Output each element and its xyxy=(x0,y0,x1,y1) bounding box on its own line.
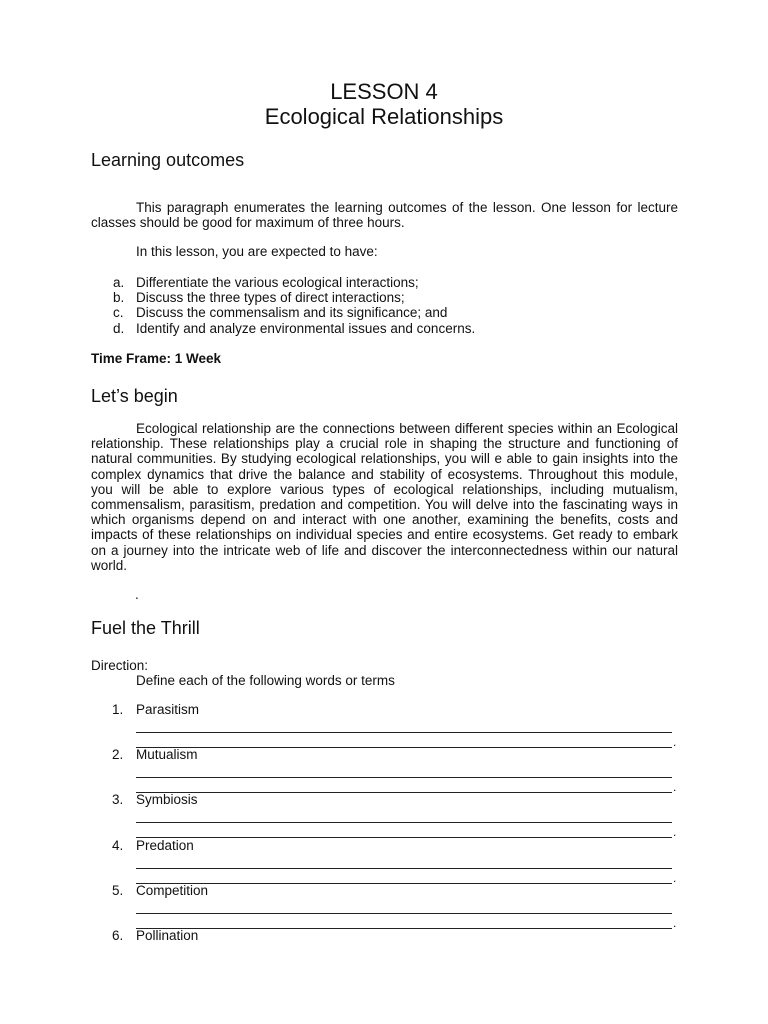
answer-line[interactable] xyxy=(136,732,672,733)
list-item xyxy=(91,321,475,336)
line-end-period: . xyxy=(673,735,677,749)
answer-line[interactable] xyxy=(136,883,672,884)
direction-text: Define each of the following words or terms xyxy=(136,673,395,688)
learning-outcomes-intro: This paragraph enumerates the learning outcomes of the lesson. One lesson for lecture classes should be good for maximum of three hours. xyxy=(91,200,678,231)
list-item xyxy=(91,305,475,320)
line-end-period: . xyxy=(673,870,677,885)
item-number: 3. xyxy=(112,792,124,808)
list-item-text: Identify and analyze environmental issues and concerns. xyxy=(136,320,476,336)
answer-line[interactable] xyxy=(136,747,672,748)
fuel-the-thrill-heading: Fuel the Thrill xyxy=(91,618,200,638)
item-number: 6. xyxy=(112,927,124,943)
term-label: Mutualism xyxy=(136,747,198,763)
term-label: Parasitism xyxy=(136,702,200,717)
term-label: Predation xyxy=(136,837,194,853)
item-number: 1. xyxy=(112,702,124,717)
trailing-dot: . xyxy=(135,587,139,602)
list-marker: b. xyxy=(113,290,125,306)
line-end-period: . xyxy=(673,780,677,795)
list-item-text: Discuss the commensalism and its significance; and xyxy=(136,305,448,321)
answer-line[interactable] xyxy=(136,777,672,778)
list-item xyxy=(91,275,475,290)
answer-line[interactable] xyxy=(136,928,672,929)
line-end-period: . xyxy=(673,825,677,840)
list-item-text: Differentiate the various ecological interactions; xyxy=(136,275,419,290)
lesson-number: LESSON 4 xyxy=(330,79,438,104)
lets-begin-paragraph: Ecological relationship are the connections between different species within an Ecological relationship. These relationships play a crucial role in shaping the structure and functioning of natural communities. By studying ecological relationships, you will e able to gain insights into the complex dynamics that drive the balance and stability of ecosystems. Throughout this module, you will be able to explore various types of ecological relationships, including mutualism, commensalism, parasitism, predation and competition. You will delve into the fascinating ways in which organisms depend on and interact with one another, examining the benefits, costs and impacts of these relationships on individual species and entire ecosystems. Get ready to embark on a journey into the intricate web of life and discover the interconnectedness within our natural world. xyxy=(91,421,678,573)
list-item-text: Discuss the three types of direct interactions; xyxy=(136,290,405,306)
answer-line[interactable] xyxy=(136,792,672,793)
item-number: 2. xyxy=(112,747,124,763)
item-number: 4. xyxy=(112,837,124,853)
outcomes-list xyxy=(91,275,475,336)
learning-outcomes-heading: Learning outcomes xyxy=(91,150,245,170)
term-label: Pollination xyxy=(136,927,199,943)
answer-line[interactable] xyxy=(136,868,672,869)
list-item xyxy=(91,290,475,305)
term-label: Symbiosis xyxy=(136,792,198,808)
time-frame: Time Frame: 1 Week xyxy=(91,351,222,366)
expected-statement: In this lesson, you are expected to have: xyxy=(136,244,378,259)
answer-line[interactable] xyxy=(136,822,672,823)
lesson-title: Ecological Relationships xyxy=(264,104,504,129)
list-marker: d. xyxy=(113,320,125,336)
term-label: Competition xyxy=(136,882,209,898)
lets-begin-heading: Let’s begin xyxy=(91,386,178,406)
direction-label: Direction: xyxy=(91,658,149,673)
answer-line[interactable] xyxy=(136,913,672,914)
line-end-period: . xyxy=(673,915,677,930)
item-number: 5. xyxy=(112,882,124,898)
answer-line[interactable] xyxy=(136,837,672,838)
list-marker: a. xyxy=(113,275,125,290)
list-marker: c. xyxy=(113,305,124,321)
